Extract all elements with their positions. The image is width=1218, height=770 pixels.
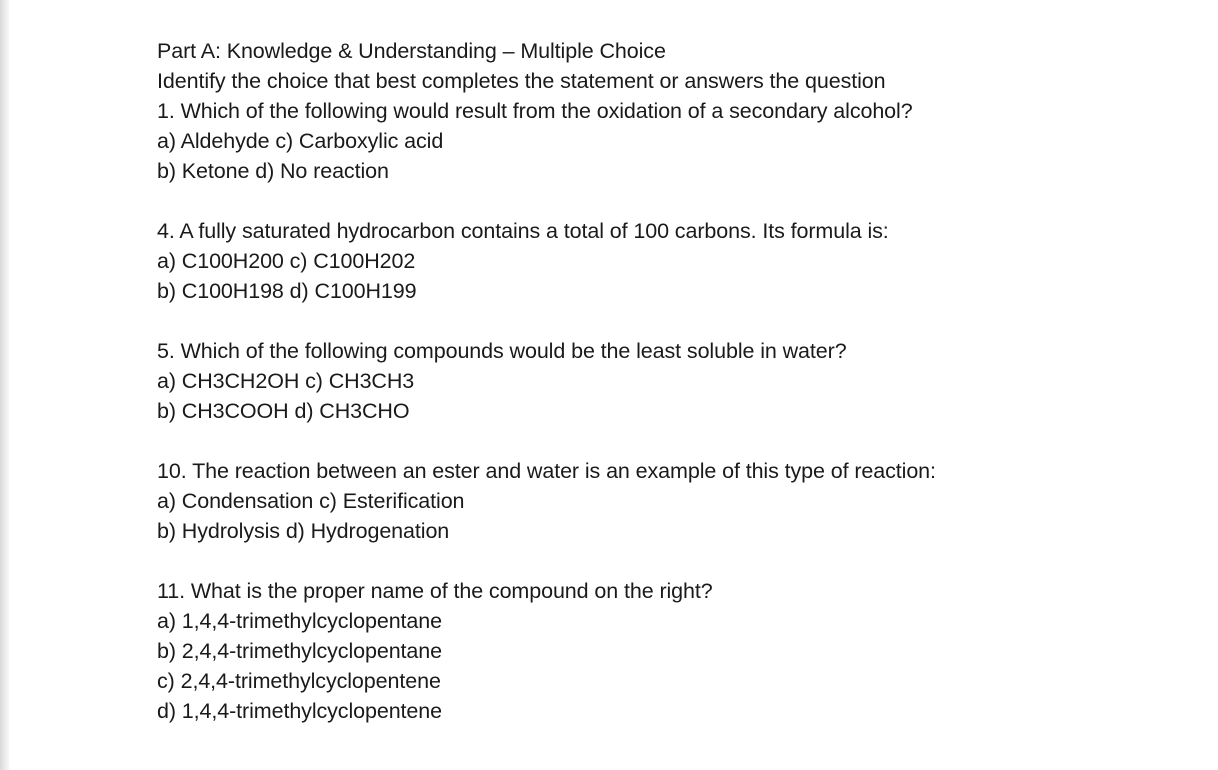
option-line: d) 1,4,4-trimethylcyclopentene: [157, 699, 443, 723]
question-1: [157, 96, 1197, 186]
question-text: 1. Which of the following would result from the oxidation of a secondary alcohol?: [157, 99, 913, 123]
spacer: [157, 186, 1197, 216]
option-line: a) C100H200 c) C100H202: [157, 249, 416, 273]
spacer: [157, 426, 1197, 456]
spacer: [157, 546, 1197, 576]
question-text: 5. Which of the following compounds would be the least soluble in water?: [157, 339, 847, 363]
section-title: Part A: Knowledge & Understanding – Multiple Choice: [157, 39, 666, 63]
option-line: b) CH3COOH d) CH3CHO: [157, 399, 410, 423]
instructions: Identify the choice that best completes the statement or answers the question: [157, 69, 886, 93]
document-page: [157, 36, 1197, 726]
question-4: [157, 216, 1197, 306]
option-line: b) C100H198 d) C100H199: [157, 279, 417, 303]
question-10: [157, 456, 1197, 546]
question-5: [157, 336, 1197, 426]
option-line: a) CH3CH2OH c) CH3CH3: [157, 369, 415, 393]
question-text: 4. A fully saturated hydrocarbon contains a total of 100 carbons. Its formula is:: [157, 219, 889, 243]
option-line: a) Aldehyde c) Carboxylic acid: [157, 129, 444, 153]
question-text: 11. What is the proper name of the compound on the right?: [157, 579, 713, 603]
question-11: [157, 576, 1197, 726]
question-text: 10. The reaction between an ester and water is an example of this type of reaction:: [157, 459, 936, 483]
option-line: a) Condensation c) Esterification: [157, 489, 465, 513]
spacer: [157, 306, 1197, 336]
option-line: a) 1,4,4-trimethylcyclopentane: [157, 609, 443, 633]
option-line: b) Hydrolysis d) Hydrogenation: [157, 519, 450, 543]
option-line: b) 2,4,4-trimethylcyclopentane: [157, 639, 443, 663]
option-line: c) 2,4,4-trimethylcyclopentene: [157, 669, 441, 693]
option-line: b) Ketone d) No reaction: [157, 159, 389, 183]
page-edge-shadow: [0, 0, 9, 770]
